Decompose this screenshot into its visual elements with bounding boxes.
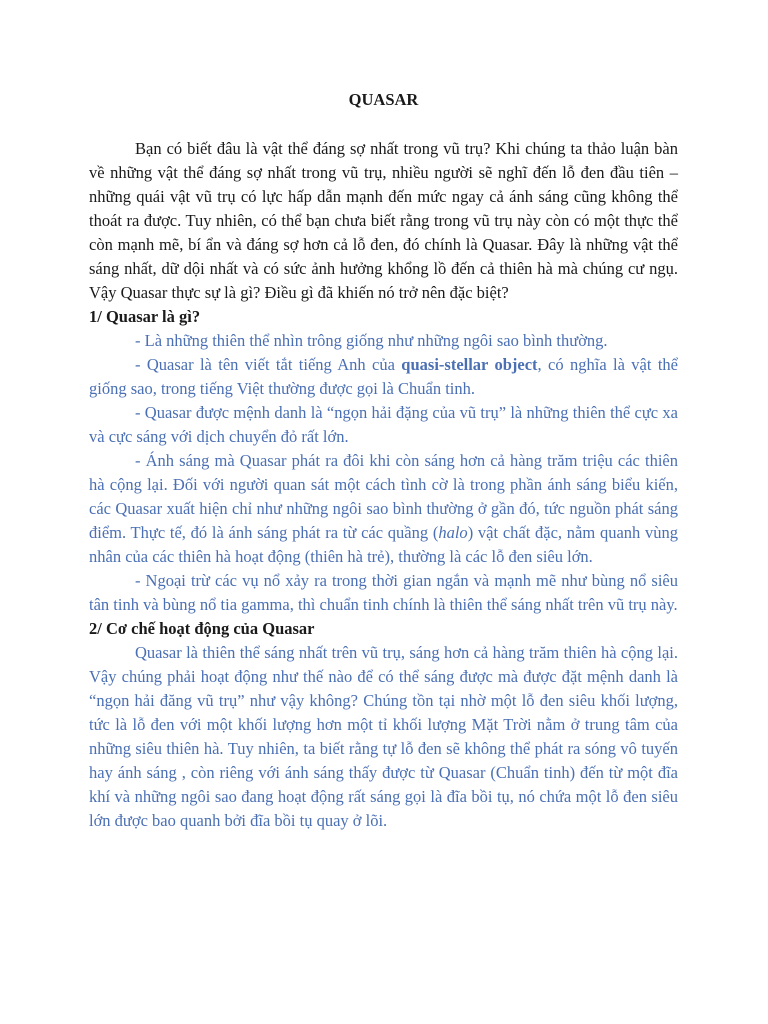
halo-term: halo [438, 523, 468, 542]
section1-item-1: - Là những thiên thể nhìn trông giống như những ngôi sao bình thường. [135, 331, 608, 350]
section1-item-2 [89, 353, 678, 401]
section2-body: Quasar là thiên thể sáng nhất trên vũ trụ, sáng hơn cả hàng trăm thiên hà cộng lại. Vậy chúng phải hoạt động như thế nào để có thể sáng được mà được đặt mệnh danh là “ngọn hải đăng vũ trụ” như vậy không? Chúng tồn tại nhờ một lỗ đen siêu khối lượng, tức là lỗ đen với một khối lượng hơn một tỉ khối lượng Mặt Trời nằm ở trung tâm của những siêu thiên hà. Tuy nhiên, ta biết rằng tự lỗ đen sẽ không thể phát ra sóng vô tuyến hay ánh sáng , còn riêng với ánh sáng thấy được từ Quasar (Chuẩn tinh) đến từ một đĩa khí và những ngôi sao đang hoạt động rất sáng gọi là đĩa bồi tụ, nó chứa một lỗ đen siêu lớn được bao quanh bởi đĩa bồi tụ quay ở lõi. [89, 643, 678, 830]
section1-item-2-post: , có nghĩa là vật thể giống sao, trong tiếng Việt thường được gọi là Chuẩn tinh. [89, 355, 678, 398]
section1-item-5: - Ngoại trừ các vụ nổ xảy ra trong thời gian ngắn và mạnh mẽ như bùng nổ siêu tân tinh và bùng nổ tia gamma, thì chuẩn tinh chính là thiên thể sáng nhất trên vũ trụ này. [89, 571, 678, 614]
document-page [89, 88, 678, 833]
section1-item-4 [89, 449, 678, 569]
section1-item-4-post: ) vật chất đặc, nằm quanh vùng nhân của các thiên hà hoạt động (thiên hà trẻ), thường là các lỗ đen siêu lớn. [89, 523, 679, 566]
quasi-stellar-term: quasi-stellar object [401, 355, 538, 374]
section1-item-2-pre: - Quasar là tên viết tắt tiếng Anh của [135, 355, 402, 374]
document-title: QUASAR [348, 90, 419, 109]
section1-item-3: - Quasar được mệnh danh là “ngọn hải đặng của vũ trụ” là những thiên thể cực xa và cực sáng với dịch chuyển đỏ rất lớn. [89, 403, 678, 446]
section2-heading: 2/ Cơ chế hoạt động của Quasar [89, 619, 315, 638]
section1-item-4-pre: - Ánh sáng mà Quasar phát ra đôi khi còn sáng hơn cả hàng trăm triệu các thiên hà cộng lại. Đối với người quan sát một cách tình cờ là trong phần ánh sáng biểu kiến, các Quasar xuất hiện chỉ như những ngôi sao bình thường ở gần đó, tức nguồn phát sáng điểm. Thực tế, đó là ánh sáng phát ra từ các quầng ( [89, 451, 678, 542]
intro-paragraph: Bạn có biết đâu là vật thể đáng sợ nhất trong vũ trụ? Khi chúng ta thảo luận bàn về những vật thể đáng sợ nhất trong vũ trụ, nhiều người sẽ nghĩ đến lỗ đen đầu tiên – những quái vật vũ trụ có lực hấp dẫn mạnh đến mức ngay cả ánh sáng cũng không thể thoát ra được. Tuy nhiên, có thể bạn chưa biết rằng trong vũ trụ này còn có một thực thể còn mạnh mẽ, bí ẩn và đáng sợ hơn cả lỗ đen, đó chính là Quasar. Đây là những vật thể sáng nhất, dữ dội nhất và có sức ảnh hưởng khổng lồ đến cả thiên hà mà chúng cư ngụ. Vậy Quasar thực sự là gì? Điều gì đã khiến nó trở nên đặc biệt? [89, 139, 678, 302]
section1-heading: 1/ Quasar là gì? [89, 307, 201, 326]
